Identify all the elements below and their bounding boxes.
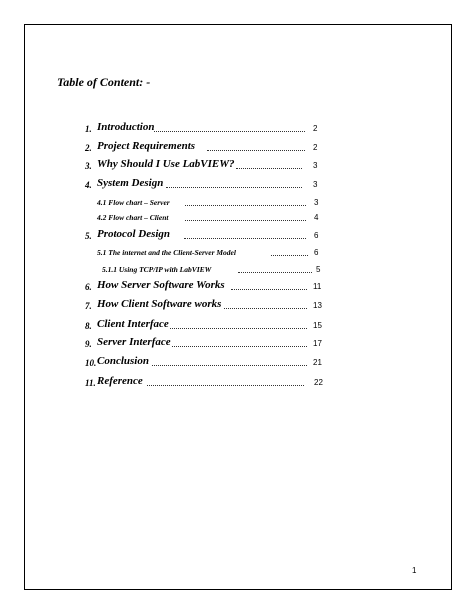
- toc-entry-page: 22: [314, 378, 323, 387]
- toc-entry-label: Conclusion: [97, 355, 149, 367]
- toc-entry-flow-chart-server[interactable]: [0, 195, 474, 211]
- toc-entry-page: 5: [316, 265, 321, 274]
- toc-entry-client-interface[interactable]: [0, 317, 474, 333]
- toc-leader-dots: [170, 328, 307, 329]
- toc-entry-label: 5.1.1 Using TCP/IP with LabVIEW: [102, 265, 212, 274]
- toc-entry-page: 13: [313, 301, 322, 310]
- toc-entry-page: 17: [313, 339, 322, 348]
- toc-entry-number: 11.: [85, 378, 96, 388]
- toc-entry-number: 6.: [85, 282, 92, 292]
- toc-leader-dots: [231, 289, 307, 290]
- toc-title: Table of Content: -: [57, 75, 151, 89]
- toc-entry-label: 4.1 Flow chart – Server: [97, 198, 170, 207]
- toc-leader-dots: [185, 205, 306, 206]
- toc-entry-label: 5.1 The internet and the Client-Server Model: [97, 248, 236, 257]
- toc-entry-page: 15: [313, 321, 322, 330]
- toc-leader-dots: [271, 255, 308, 256]
- toc-entry-page: 3: [313, 161, 318, 170]
- toc-entry-server-software[interactable]: [0, 278, 474, 294]
- toc-entry-label: Why Should I Use LabVIEW?: [97, 158, 235, 170]
- toc-entry-flow-chart-client[interactable]: [0, 210, 474, 226]
- toc-leader-dots: [166, 187, 302, 188]
- toc-entry-label: How Client Software works: [97, 298, 222, 310]
- toc-leader-dots: [147, 385, 304, 386]
- toc-entry-number: 4.: [85, 180, 92, 190]
- toc-entry-number: 10.: [85, 358, 97, 368]
- toc-entry-label: How Server Software Works: [97, 279, 225, 291]
- toc-leader-dots: [152, 365, 307, 366]
- toc-leader-dots: [154, 131, 305, 132]
- toc-entry-protocol-design[interactable]: [0, 227, 474, 243]
- toc-entry-page: 11: [313, 282, 322, 291]
- toc-entry-number: 9.: [85, 339, 92, 349]
- toc-entry-page: 6: [314, 231, 319, 240]
- toc-entry-label: Client Interface: [97, 318, 169, 330]
- toc-leader-dots: [224, 308, 307, 309]
- toc-entry-label: Server Interface: [97, 336, 171, 348]
- toc-entry-page: 2: [313, 143, 318, 152]
- toc-entry-introduction[interactable]: [0, 120, 474, 136]
- toc-leader-dots: [172, 346, 307, 347]
- toc-entry-page: 2: [313, 124, 318, 133]
- toc-entry-number: 7.: [85, 301, 92, 311]
- toc-entry-number: 8.: [85, 321, 92, 331]
- toc-entry-internet-client-server[interactable]: [0, 245, 474, 261]
- toc-entry-system-design[interactable]: [0, 176, 474, 192]
- footer-page-number: 1: [412, 566, 417, 575]
- toc-leader-dots: [238, 272, 312, 273]
- toc-leader-dots: [185, 220, 306, 221]
- toc-entry-page: 3: [314, 198, 319, 207]
- toc-entry-server-interface[interactable]: [0, 335, 474, 351]
- toc-entry-tcp-ip-labview[interactable]: [0, 262, 474, 278]
- toc-leader-dots: [207, 150, 305, 151]
- toc-entry-label: Project Requirements: [97, 140, 196, 152]
- toc-entry-page: 3: [313, 180, 318, 189]
- toc-leader-dots: [236, 168, 302, 169]
- toc-entry-page: 6: [314, 248, 319, 257]
- toc-entry-project-requirements[interactable]: [0, 139, 474, 155]
- toc-entry-conclusion[interactable]: [0, 354, 474, 370]
- toc-entry-label: 4.2 Flow chart – Client: [97, 213, 169, 222]
- toc-entry-number: 3.: [85, 161, 92, 171]
- toc-entry-why-labview[interactable]: [0, 157, 474, 173]
- toc-entry-label: Introduction: [97, 121, 155, 133]
- toc-entry-client-software[interactable]: [0, 297, 474, 313]
- toc-entry-page: 4: [314, 213, 319, 222]
- toc-entry-label: System Design: [97, 177, 164, 189]
- toc-entry-label: Protocol Design: [97, 228, 171, 240]
- toc-entry-reference[interactable]: [0, 374, 474, 390]
- toc-entry-label: Reference: [97, 375, 143, 387]
- toc-entry-number: 5.: [85, 231, 92, 241]
- toc-entry-page: 21: [313, 358, 322, 367]
- toc-entry-number: 2.: [85, 143, 92, 153]
- toc-entry-number: 1.: [85, 124, 92, 134]
- toc-leader-dots: [184, 238, 306, 239]
